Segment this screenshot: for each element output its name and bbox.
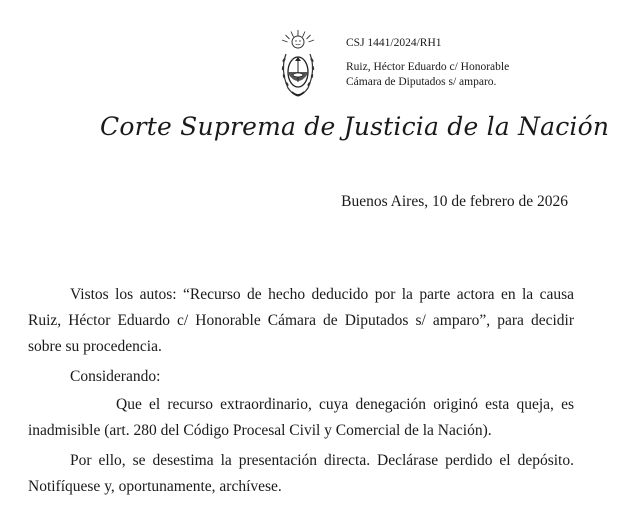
case-title-line: Ruiz, Héctor Eduardo c/ Honorable <box>346 61 510 73</box>
ruling-body <box>28 282 574 500</box>
resolution-paragraph: Por ello, se desestima la presentación directa. Declárase perdido el depósito. Notifíquese y, oportunamente, archívese. <box>28 452 574 495</box>
case-number: CSJ 1441/2024/RH1 <box>346 37 442 49</box>
case-title-line: Cámara de Diputados s/ amparo. <box>346 76 497 88</box>
document-date: Buenos Aires, 10 de febrero de 2026 <box>341 193 568 210</box>
argentina-coat-of-arms-icon <box>276 28 320 100</box>
court-name-heading: Corte Suprema de Justicia de la Nación <box>100 112 610 141</box>
vistos-paragraph: Vistos los autos: “Recurso de hecho deducido por la parte actora en la causa Ruiz, Héctor Eduardo c/ Honorable Cámara de Diputados s/ amparo”, para decidir sobre su procedencia. <box>28 286 574 355</box>
considerando-paragraph: Que el recurso extraordinario, cuya denegación originó esta queja, es inadmisible (art. 280 del Código Procesal Civil y Comercial de la Nación). <box>28 396 574 439</box>
case-header <box>346 36 509 90</box>
considerando-heading: Considerando: <box>70 368 161 385</box>
